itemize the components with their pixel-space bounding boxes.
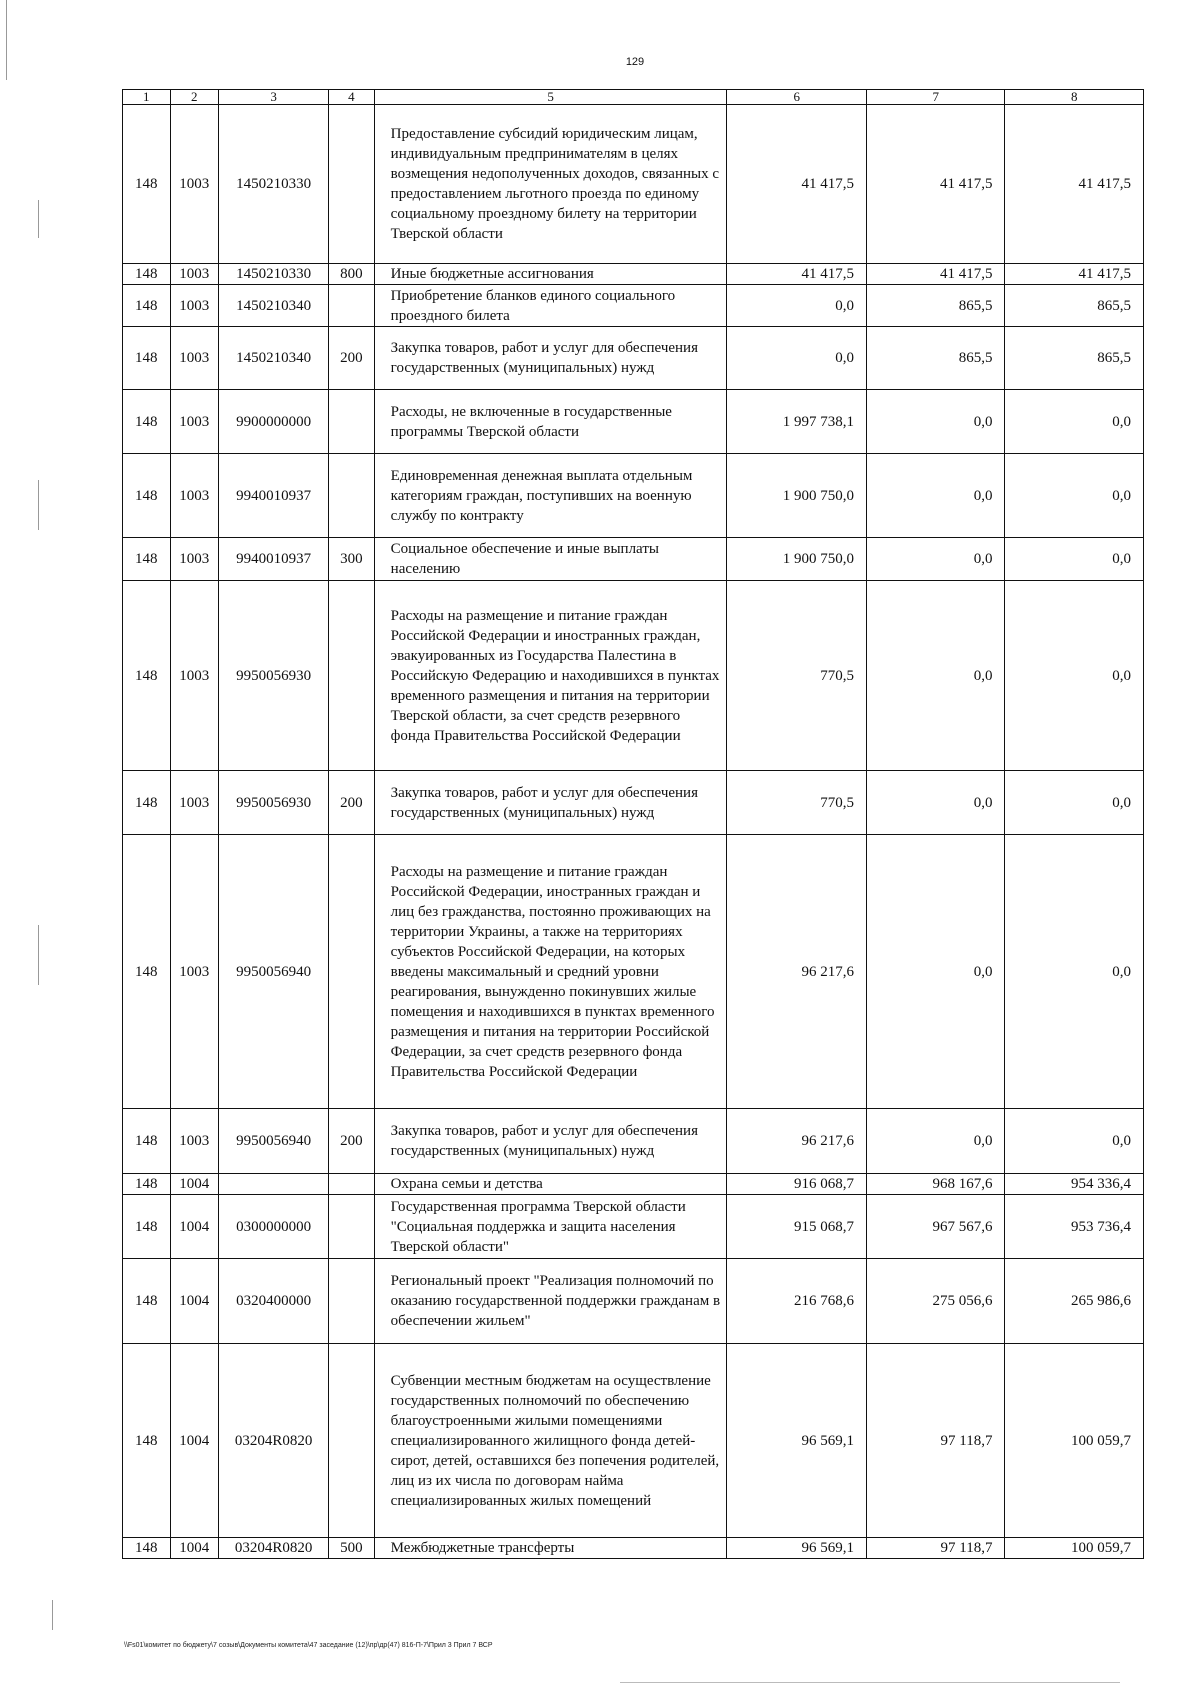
- section-code: 1003: [170, 390, 219, 454]
- target-article-code: 9940010937: [219, 538, 329, 581]
- amount-year-2: 0,0: [866, 390, 1004, 454]
- section-code: 1003: [170, 1109, 219, 1174]
- amount-year-3: 100 059,7: [1005, 1538, 1144, 1559]
- budget-table: [122, 89, 1144, 1559]
- column-number-header: 6: [727, 90, 867, 105]
- column-number-header: 3: [219, 90, 329, 105]
- expense-type-code: 200: [329, 327, 374, 390]
- target-article-code: 1450210340: [219, 285, 329, 327]
- table-row: [123, 1109, 1144, 1174]
- section-code: 1004: [170, 1174, 219, 1195]
- table-row: [123, 581, 1144, 771]
- amount-year-2: 0,0: [866, 771, 1004, 835]
- department-code: 148: [123, 390, 171, 454]
- expense-type-code: [329, 1195, 374, 1259]
- expense-type-code: [329, 1259, 374, 1344]
- amount-year-3: 865,5: [1005, 285, 1144, 327]
- amount-year-2: 968 167,6: [866, 1174, 1004, 1195]
- amount-year-1: 1 997 738,1: [727, 390, 867, 454]
- department-code: 148: [123, 771, 171, 835]
- expense-type-code: [329, 1344, 374, 1538]
- expense-description: Охрана семьи и детства: [374, 1174, 727, 1195]
- table-row: [123, 327, 1144, 390]
- department-code: 148: [123, 1109, 171, 1174]
- department-code: 148: [123, 1195, 171, 1259]
- expense-description: Приобретение бланков единого социального проездного билета: [374, 285, 727, 327]
- target-article-code: 9900000000: [219, 390, 329, 454]
- table-row: [123, 1195, 1144, 1259]
- amount-year-3: 954 336,4: [1005, 1174, 1144, 1195]
- section-code: 1003: [170, 835, 219, 1109]
- expense-type-code: [329, 390, 374, 454]
- department-code: 148: [123, 835, 171, 1109]
- target-article-code: 1450210330: [219, 264, 329, 285]
- amount-year-3: 0,0: [1005, 581, 1144, 771]
- amount-year-3: 0,0: [1005, 1109, 1144, 1174]
- column-number-header: 5: [374, 90, 727, 105]
- amount-year-3: 953 736,4: [1005, 1195, 1144, 1259]
- expense-type-code: 300: [329, 538, 374, 581]
- target-article-code: [219, 1174, 329, 1195]
- amount-year-3: 0,0: [1005, 835, 1144, 1109]
- amount-year-1: 0,0: [727, 285, 867, 327]
- section-code: 1003: [170, 538, 219, 581]
- target-article-code: 0300000000: [219, 1195, 329, 1259]
- target-article-code: 9950056930: [219, 771, 329, 835]
- expense-type-code: 200: [329, 771, 374, 835]
- expense-description: Расходы на размещение и питание граждан Российской Федерации, иностранных граждан и лиц без гражданства, постоянно проживающих на территории Украины, а также на территориях субъектов Российской Федерации, на которых введены максимальный и средний уровни реагирования, вынужденно покинувших жилые помещения и находившихся в пунктах временного размещения и питания на территории Российской Федерации, за счет средств резервного фонда Правительства Российской Федерации: [374, 835, 727, 1109]
- expense-description: Закупка товаров, работ и услуг для обеспечения государственных (муниципальных) нужд: [374, 327, 727, 390]
- section-code: 1003: [170, 105, 219, 264]
- target-article-code: 9950056940: [219, 1109, 329, 1174]
- amount-year-2: 41 417,5: [866, 264, 1004, 285]
- section-code: 1003: [170, 285, 219, 327]
- target-article-code: 0320400000: [219, 1259, 329, 1344]
- table-row: [123, 1174, 1144, 1195]
- amount-year-3: 265 986,6: [1005, 1259, 1144, 1344]
- table-row: [123, 835, 1144, 1109]
- section-code: 1004: [170, 1259, 219, 1344]
- amount-year-1: 1 900 750,0: [727, 454, 867, 538]
- target-article-code: 1450210340: [219, 327, 329, 390]
- amount-year-2: 865,5: [866, 327, 1004, 390]
- expense-description: Субвенции местным бюджетам на осуществление государственных полномочий по обеспечению благоустроенными жилыми помещениями специализированного жилищного фонда детей-сирот, детей, оставшихся без попечения родителей, лиц из их числа по договорам найма специализированных жилых помещений: [374, 1344, 727, 1538]
- department-code: 148: [123, 264, 171, 285]
- expense-type-code: [329, 1174, 374, 1195]
- scan-bottom-line: [620, 1682, 1120, 1683]
- footer-file-path: \\Fs01\комитет по бюджету\7 созыв\Документы комитета\47 заседание (12)\пр\др(47) 816-П-7\Прил 3 Прил 7 ВСР: [124, 1642, 493, 1649]
- amount-year-2: 41 417,5: [866, 105, 1004, 264]
- scan-edge-mark: [52, 1600, 53, 1630]
- table-row: [123, 538, 1144, 581]
- amount-year-1: 41 417,5: [727, 264, 867, 285]
- department-code: 148: [123, 581, 171, 771]
- expense-description: Закупка товаров, работ и услуг для обеспечения государственных (муниципальных) нужд: [374, 1109, 727, 1174]
- expense-description: Расходы на размещение и питание граждан Российской Федерации и иностранных граждан, эвакуированных из Государства Палестина в Российскую Федерацию и находившихся в пунктах временного размещения и питания на территории Тверской области, за счет средств резервного фонда Правительства Российской Федерации: [374, 581, 727, 771]
- table-row: [123, 264, 1144, 285]
- expense-description: Единовременная денежная выплата отдельным категориям граждан, поступивших на военную службу по контракту: [374, 454, 727, 538]
- section-code: 1003: [170, 581, 219, 771]
- amount-year-2: 0,0: [866, 581, 1004, 771]
- target-article-code: 9940010937: [219, 454, 329, 538]
- expense-type-code: [329, 454, 374, 538]
- amount-year-3: 0,0: [1005, 454, 1144, 538]
- target-article-code: 03204R0820: [219, 1538, 329, 1559]
- section-code: 1003: [170, 771, 219, 835]
- expense-description: Расходы, не включенные в государственные программы Тверской области: [374, 390, 727, 454]
- target-article-code: 03204R0820: [219, 1344, 329, 1538]
- amount-year-2: 97 118,7: [866, 1344, 1004, 1538]
- section-code: 1004: [170, 1538, 219, 1559]
- amount-year-1: 96 569,1: [727, 1344, 867, 1538]
- section-code: 1003: [170, 454, 219, 538]
- amount-year-2: 0,0: [866, 1109, 1004, 1174]
- amount-year-1: 915 068,7: [727, 1195, 867, 1259]
- department-code: 148: [123, 285, 171, 327]
- column-number-header: 2: [170, 90, 219, 105]
- table-row: [123, 1259, 1144, 1344]
- amount-year-2: 0,0: [866, 538, 1004, 581]
- scan-edge-mark: [38, 200, 39, 238]
- page-number: 129: [625, 56, 645, 68]
- expense-description: Иные бюджетные ассигнования: [374, 264, 727, 285]
- expense-type-code: [329, 285, 374, 327]
- department-code: 148: [123, 1259, 171, 1344]
- section-code: 1004: [170, 1195, 219, 1259]
- department-code: 148: [123, 538, 171, 581]
- expense-type-code: 500: [329, 1538, 374, 1559]
- target-article-code: 1450210330: [219, 105, 329, 264]
- expense-type-code: [329, 581, 374, 771]
- amount-year-2: 0,0: [866, 835, 1004, 1109]
- column-number-header: 1: [123, 90, 171, 105]
- amount-year-3: 0,0: [1005, 538, 1144, 581]
- amount-year-2: 967 567,6: [866, 1195, 1004, 1259]
- amount-year-1: 0,0: [727, 327, 867, 390]
- expense-description: Региональный проект "Реализация полномочий по оказанию государственной поддержки гражданам в обеспечении жильем": [374, 1259, 727, 1344]
- section-code: 1004: [170, 1344, 219, 1538]
- expense-type-code: 200: [329, 1109, 374, 1174]
- department-code: 148: [123, 1174, 171, 1195]
- amount-year-3: 41 417,5: [1005, 105, 1144, 264]
- department-code: 148: [123, 1344, 171, 1538]
- amount-year-1: 1 900 750,0: [727, 538, 867, 581]
- amount-year-2: 97 118,7: [866, 1538, 1004, 1559]
- expense-description: Закупка товаров, работ и услуг для обеспечения государственных (муниципальных) нужд: [374, 771, 727, 835]
- target-article-code: 9950056930: [219, 581, 329, 771]
- amount-year-1: 96 217,6: [727, 1109, 867, 1174]
- expense-description: Межбюджетные трансферты: [374, 1538, 727, 1559]
- table-row: [123, 1344, 1144, 1538]
- amount-year-3: 100 059,7: [1005, 1344, 1144, 1538]
- amount-year-3: 865,5: [1005, 327, 1144, 390]
- scan-edge-mark: [38, 925, 39, 985]
- table-row: [123, 771, 1144, 835]
- expense-type-code: 800: [329, 264, 374, 285]
- table-row: [123, 1538, 1144, 1559]
- amount-year-2: 0,0: [866, 454, 1004, 538]
- amount-year-3: 0,0: [1005, 390, 1144, 454]
- table-row: [123, 454, 1144, 538]
- expense-description: Предоставление субсидий юридическим лицам, индивидуальным предпринимателям в целях возмещения недополученных доходов, связанных с предоставлением льготного проезда по единому социальному проездному билету на территории Тверской области: [374, 105, 727, 264]
- expense-description: Государственная программа Тверской области "Социальная поддержка и защита населения Тверской области": [374, 1195, 727, 1259]
- table-row: [123, 390, 1144, 454]
- amount-year-1: 770,5: [727, 581, 867, 771]
- table-row: [123, 285, 1144, 327]
- amount-year-2: 865,5: [866, 285, 1004, 327]
- amount-year-1: 41 417,5: [727, 105, 867, 264]
- column-number-header: 7: [866, 90, 1004, 105]
- amount-year-3: 0,0: [1005, 771, 1144, 835]
- column-number-header: 4: [329, 90, 374, 105]
- section-code: 1003: [170, 327, 219, 390]
- column-number-header: 8: [1005, 90, 1144, 105]
- scan-edge-mark: [38, 480, 39, 530]
- amount-year-1: 770,5: [727, 771, 867, 835]
- amount-year-3: 41 417,5: [1005, 264, 1144, 285]
- table-row: [123, 105, 1144, 264]
- expense-type-code: [329, 835, 374, 1109]
- amount-year-1: 216 768,6: [727, 1259, 867, 1344]
- amount-year-1: 96 217,6: [727, 835, 867, 1109]
- department-code: 148: [123, 105, 171, 264]
- department-code: 148: [123, 454, 171, 538]
- department-code: 148: [123, 1538, 171, 1559]
- expense-type-code: [329, 105, 374, 264]
- amount-year-1: 96 569,1: [727, 1538, 867, 1559]
- table-header-row: [123, 90, 1144, 105]
- department-code: 148: [123, 327, 171, 390]
- expense-description: Социальное обеспечение и иные выплаты населению: [374, 538, 727, 581]
- section-code: 1003: [170, 264, 219, 285]
- scan-edge-mark: [6, 0, 7, 80]
- amount-year-2: 275 056,6: [866, 1259, 1004, 1344]
- amount-year-1: 916 068,7: [727, 1174, 867, 1195]
- target-article-code: 9950056940: [219, 835, 329, 1109]
